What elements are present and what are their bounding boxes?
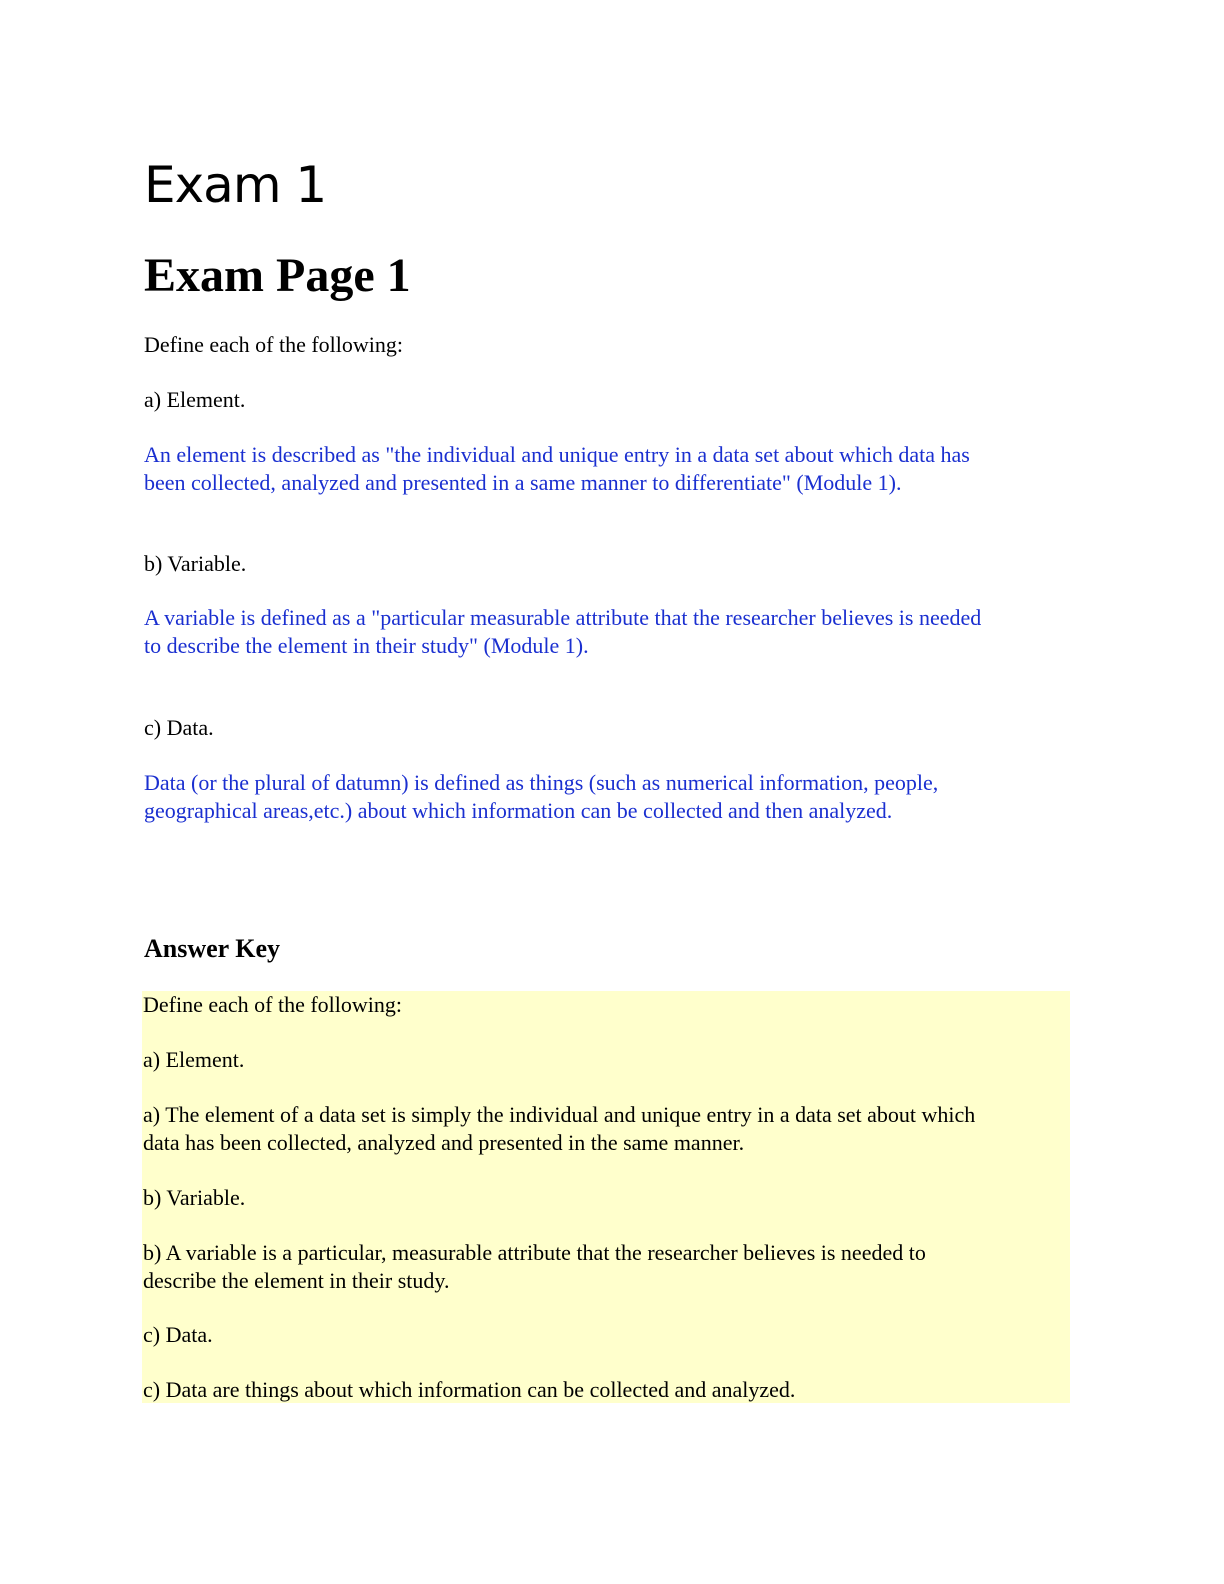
answer-key-data-answer (143, 1376, 795, 1404)
answer-key-data-line: c) Data are things about which information can be collected and analyzed. (143, 1377, 796, 1402)
answer-variable-line: to describe the element in their study" (Module 1). (144, 633, 589, 658)
answer-key-element-line: a) The element of a data set is simply the individual and unique entry in a data set about which (143, 1102, 976, 1127)
answer-key-heading: Answer Key (144, 934, 281, 963)
question-element-label: a) Element. (144, 387, 246, 412)
question-prompt: Define each of the following: (144, 332, 404, 357)
page-heading: Exam Page 1 (144, 249, 411, 302)
answer-key-variable-label: b) Variable. (143, 1185, 246, 1210)
answer-element (144, 441, 970, 497)
answer-key-highlight-box (142, 991, 1070, 1403)
answer-data (144, 769, 938, 825)
answer-key-prompt: Define each of the following: (143, 992, 403, 1017)
question-data-label: c) Data. (144, 715, 214, 740)
answer-data-line: geographical areas,etc.) about which information can be collected and then analyzed. (144, 798, 893, 823)
answer-key-data-label: c) Data. (143, 1322, 213, 1347)
answer-key-element-answer (143, 1101, 975, 1157)
answer-key-variable-answer (143, 1239, 926, 1295)
question-variable-label: b) Variable. (144, 551, 247, 576)
answer-variable-line: A variable is defined as a "particular measurable attribute that the researcher believes is needed (144, 605, 982, 630)
answer-key-element-label: a) Element. (143, 1047, 245, 1072)
answer-key-element-line: data has been collected, analyzed and presented in the same manner. (143, 1130, 745, 1155)
answer-element-line: An element is described as "the individual and unique entry in a data set about which data has (144, 442, 970, 467)
answer-element-line: been collected, analyzed and presented in a same manner to differentiate" (Module 1). (144, 470, 902, 495)
answer-key-variable-line: b) A variable is a particular, measurable attribute that the researcher believes is needed to (143, 1240, 926, 1265)
answer-key-variable-line: describe the element in their study. (143, 1268, 450, 1293)
document-title: Exam 1 (144, 156, 327, 214)
answer-variable (144, 604, 981, 660)
answer-data-line: Data (or the plural of datumn) is defined as things (such as numerical information, people, (144, 770, 939, 795)
